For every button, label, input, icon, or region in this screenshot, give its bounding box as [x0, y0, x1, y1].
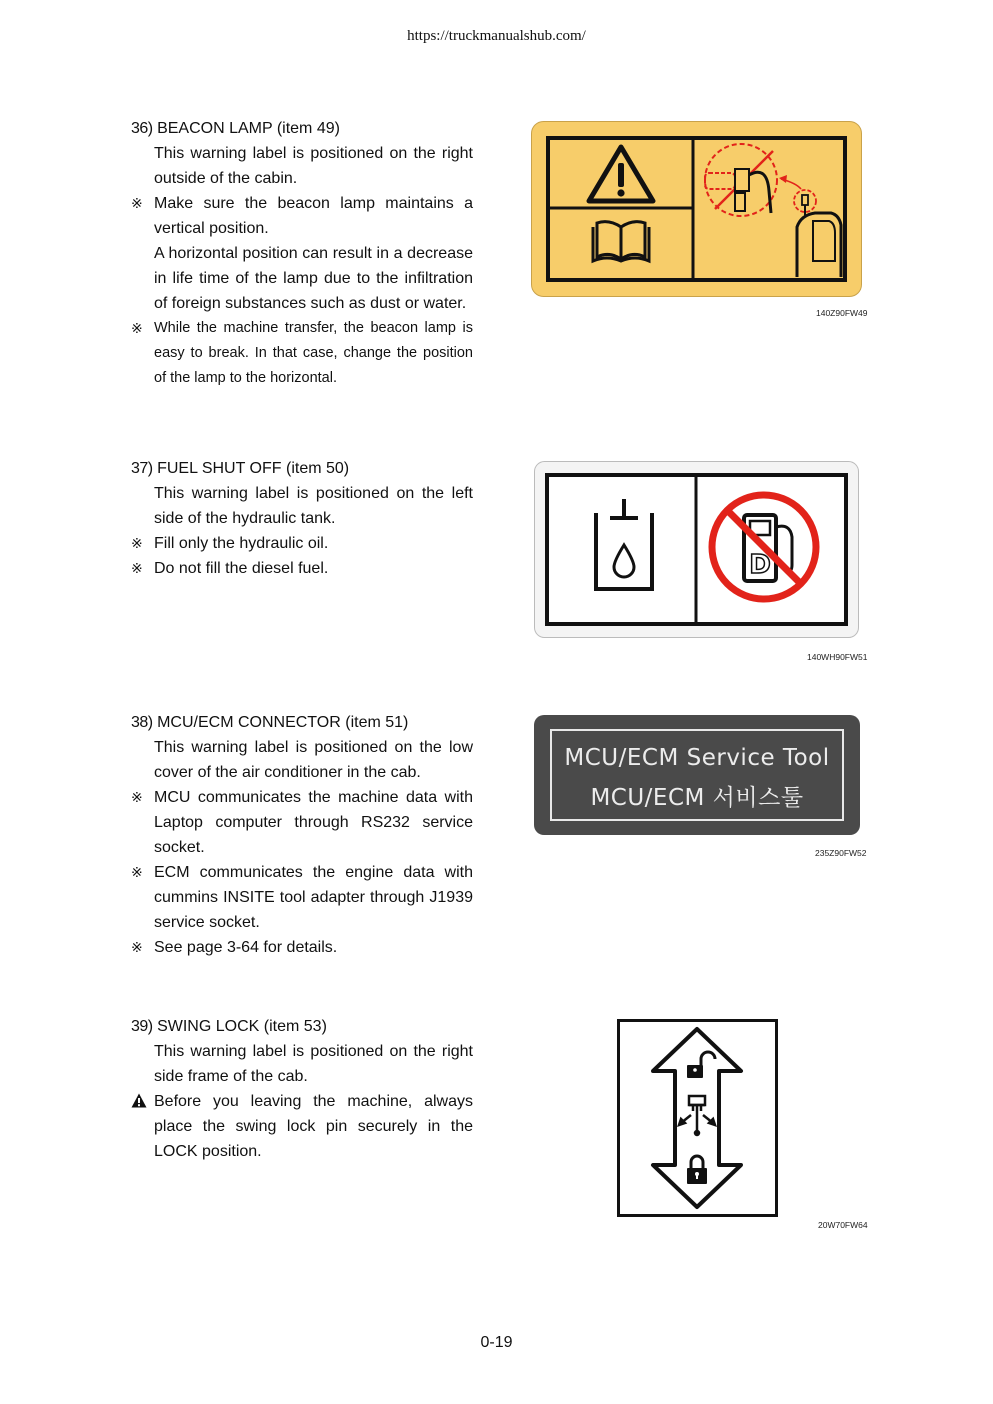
section-item-ref: (item 50)	[285, 460, 350, 477]
section-item-ref: (item 49)	[276, 120, 340, 137]
section-number: 36)	[131, 120, 153, 137]
label-line-english: MCU/ECM Service Tool	[564, 745, 830, 771]
source-url: https://truckmanualshub.com/	[407, 28, 586, 44]
note	[131, 785, 473, 860]
section-mcu-ecm-connector	[131, 710, 473, 960]
reference-mark: ※	[131, 939, 143, 955]
section-item-ref: (item 51)	[345, 714, 409, 731]
reference-mark: ※	[131, 560, 143, 576]
note-text: A horizontal position can result in a decrease in life time of the lamp due to the infiltration of foreign substances such as dust or water.	[154, 245, 473, 312]
section-heading	[131, 116, 473, 141]
reference-mark: ※	[131, 864, 143, 880]
svg-text:D: D	[749, 550, 771, 580]
reference-mark: ※	[131, 195, 143, 211]
section-heading	[131, 710, 473, 735]
note-text: Make sure the beacon lamp maintains a vertical position.	[154, 195, 473, 237]
note-text: Fill only the hydraulic oil.	[154, 535, 329, 552]
section-description: This warning label is positioned on the right outside of the cabin.	[154, 145, 473, 187]
reference-mark: ※	[131, 789, 143, 805]
no-diesel-icon	[712, 495, 816, 599]
figure-code: 235Z90FW52	[815, 848, 867, 858]
section-item-ref: (item 53)	[263, 1018, 327, 1035]
note-text: While the machine transfer, the beacon lamp is easy to break. In that case, change the position of the lamp to the horizontal.	[154, 320, 473, 386]
section-number: 37)	[131, 460, 153, 477]
mcu-ecm-label-frame	[550, 729, 844, 821]
note-text: See page 3-64 for details.	[154, 939, 338, 956]
figure-code: 140Z90FW49	[816, 308, 868, 318]
figure-code: 140WH90FW51	[807, 652, 868, 662]
section-title: FUEL SHUT OFF	[157, 460, 282, 477]
section-description: This warning label is positioned on the left side of the hydraulic tank.	[154, 485, 473, 527]
label-line-korean: MCU/ECM 서비스툴	[590, 785, 804, 811]
warning-triangle-icon	[131, 1093, 147, 1108]
section-swing-lock	[131, 1014, 473, 1164]
section-title: BEACON LAMP	[157, 120, 273, 137]
section-number: 38)	[131, 714, 153, 731]
note	[131, 531, 473, 556]
section-heading	[131, 456, 473, 481]
page-number: 0-19	[480, 1334, 513, 1351]
note-text: Before you leaving the machine, always place the swing lock pin securely in the LOCK position.	[154, 1093, 473, 1160]
section-beacon-lamp	[131, 116, 473, 391]
section-fuel-shut-off	[131, 456, 473, 581]
section-description: This warning label is positioned on the low cover of the air conditioner in the cab.	[154, 739, 473, 781]
swing-lock-label-figure	[617, 1019, 778, 1217]
section-number: 39)	[131, 1018, 153, 1035]
section-heading	[131, 1014, 473, 1039]
section-title: SWING LOCK	[157, 1018, 260, 1035]
figure-code: 20W70FW64	[818, 1220, 868, 1230]
note	[131, 1089, 473, 1164]
note	[131, 556, 473, 581]
section-title: MCU/ECM CONNECTOR	[157, 714, 341, 731]
beacon-lamp-label-figure	[531, 121, 862, 297]
note-text: ECM communicates the engine data with cummins INSITE tool adapter through J1939 service socket.	[154, 864, 473, 931]
note	[131, 241, 473, 316]
reference-mark: ※	[131, 535, 143, 551]
note	[131, 316, 473, 391]
reference-mark: ※	[131, 320, 143, 336]
note-text: Do not fill the diesel fuel.	[154, 560, 329, 577]
note	[131, 860, 473, 935]
note	[131, 191, 473, 241]
mcu-ecm-label-figure	[534, 715, 860, 835]
note-text: MCU communicates the machine data with Laptop computer through RS232 service socket.	[154, 789, 473, 856]
note	[131, 935, 473, 960]
section-description: This warning label is positioned on the right side frame of the cab.	[154, 1043, 473, 1085]
fuel-shut-off-label-figure	[534, 461, 859, 638]
